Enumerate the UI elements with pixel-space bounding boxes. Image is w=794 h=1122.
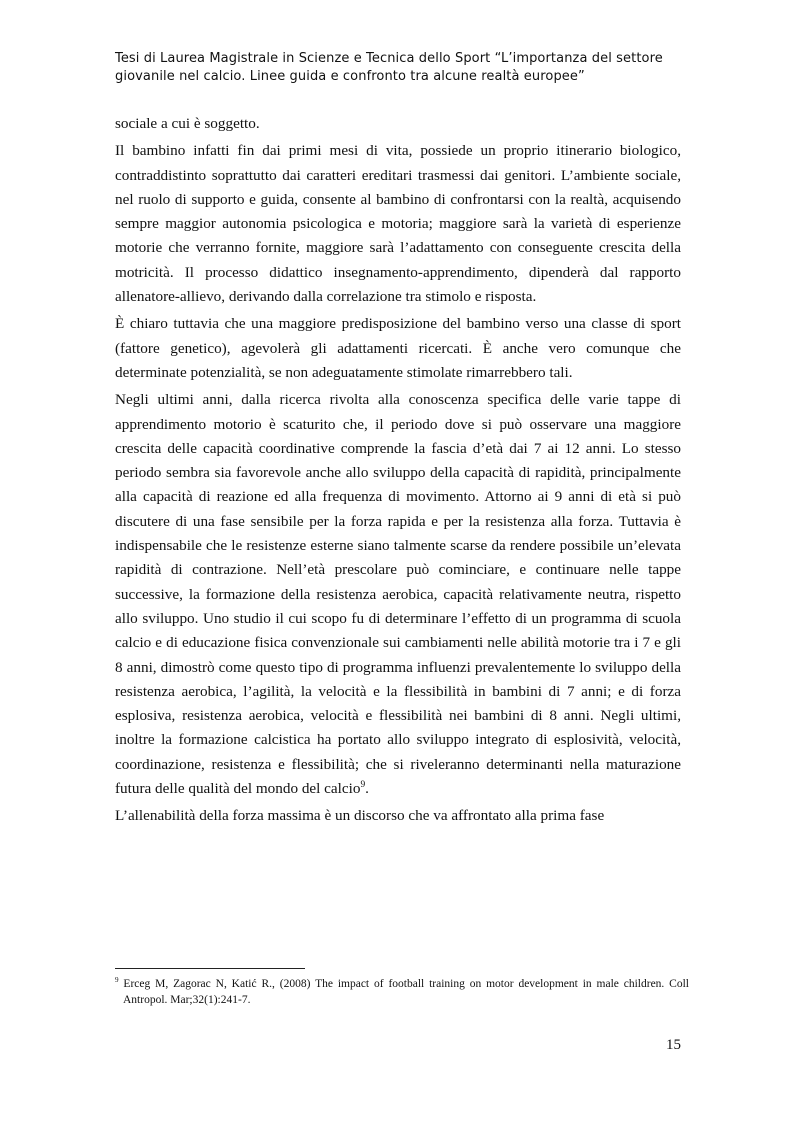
paragraph-1: sociale a cui è soggetto.	[115, 115, 260, 132]
page-number: 15	[666, 1037, 681, 1053]
paragraph-3: È chiaro tuttavia che una maggiore predisposizione del bambino verso una classe di sport (fattore genetico), agevolerà gli adattamenti ricercati. È anche vero comunque che determinate potenzialità, se non adeguatamente stimolate rimarrebbero tali.	[115, 315, 681, 381]
paragraph-4-end: .	[365, 780, 369, 798]
header-line-1: Tesi di Laurea Magistrale in Scienze e Tecnica dello Sport “L’importanza del settore	[115, 51, 663, 66]
paragraph-4	[115, 388, 681, 801]
footnote-text: Erceg M, Zagorac N, Katić R., (2008) The impact of football training on motor development in male children. Coll Antropol. Mar;32(1):241-7.	[118, 978, 689, 1006]
paragraph-2: Il bambino infatti fin dai primi mesi di vita, possiede un proprio itinerario biologico, contraddistinto soprattutto dai caratteri ereditari trasmessi dai genitori. L’ambiente sociale, nel ruolo di supporto e guida, consente al bambino di confrontarsi con la realtà, acquisendo sempre maggior autonomia psicologica e motoria; maggiore sarà la varietà di esperienze motorie che verranno fornite, maggiore sarà l’adattamento con conseguente crescita della motricità. Il processo didattico insegnamento-apprendimento, dipenderà dal rapporto allenatore-allievo, derivando dalla correlazione tra stimolo e risposta.	[115, 142, 681, 306]
footnote	[115, 976, 689, 1008]
header-line-2: giovanile nel calcio. Linee guida e confronto tra alcune realtà europee”	[115, 69, 585, 84]
footnote-reference[interactable]: 9	[360, 779, 366, 790]
paragraph-4-text: Negli ultimi anni, dalla ricerca rivolta alla conoscenza specifica delle varie tappe di apprendimento motorio è scaturito che, il periodo dove si può osservare una maggiore crescita delle capacità coordinative comprende la fascia d’età dai 7 ai 12 anni. Lo stesso periodo sembra sia favorevole anche allo sviluppo della capacità di rapidità, principalmente alla capacità di reazione ed alla frequenza di movimento. Attorno ai 9 anni di età si può discutere di una fase sensibile per la forza rapida e per la resistenza alla forza. Tuttavia è indispensabile che le resistenze esterne siano talmente scarse da rendere possibile un’elevata rapidità di contrazione. Nell’età prescolare può cominciare, e continuare nelle tappe successive, la formazione della resistenza aerobica, capacità relativamente neutra, rispetto allo sviluppo. Uno studio il cui scopo fu di determinare l’effetto di un programma di scuola calcio e di educazione fisica convenzionale sui cambiamenti nelle abilità motorie tra i 7 e gli 8 anni, dimostrò come questo tipo di programma influenzi prevalentemente lo sviluppo della resistenza aerobica, l’agilità, la velocità e la flessibilità in bambini di 7 anni; e di forza esplosiva, resistenza aerobica, velocità e flessibilità nei bambini di 8 anni. Negli ultimi, inoltre la formazione calcistica ha portato allo sviluppo integrato di esplosività, velocità, coordinazione, resistenza e flessibilità; che si riveleranno determinanti nella maturazione futura delle qualità del mondo del calcio	[115, 391, 681, 798]
body-text	[115, 112, 681, 832]
footnote-marker: 9	[115, 976, 119, 985]
footnote-separator	[115, 968, 305, 969]
paragraph-5: L’allenabilità della forza massima è un discorso che va affrontato alla prima fase	[115, 807, 605, 825]
running-header	[115, 50, 685, 86]
